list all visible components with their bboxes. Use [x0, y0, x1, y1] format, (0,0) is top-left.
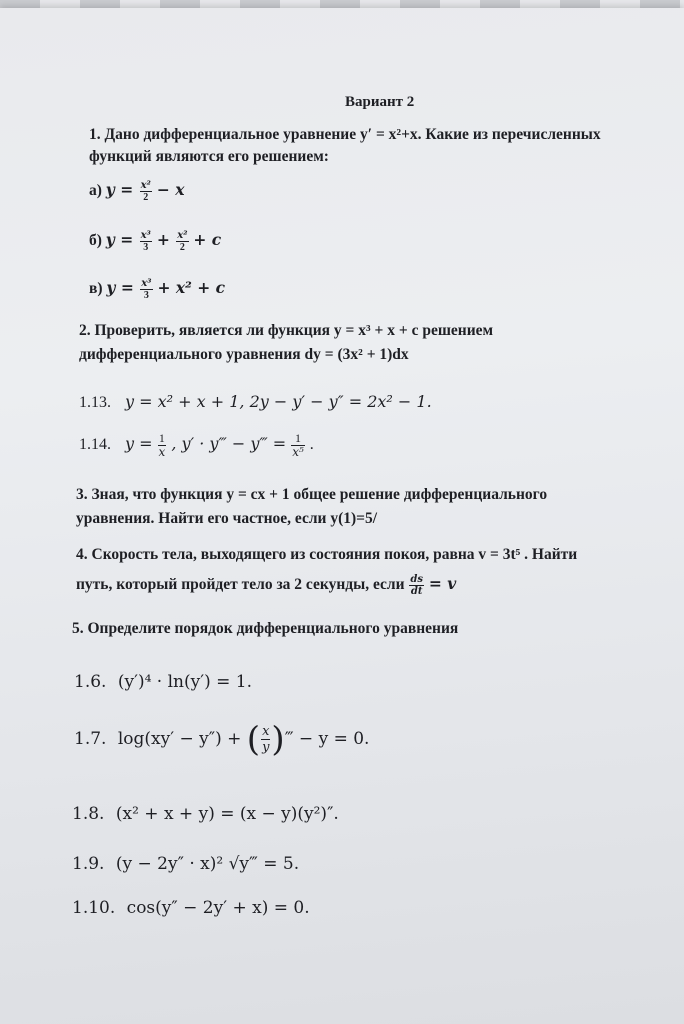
q5-line1: 5. Определите порядок дифференциального уравнения [72, 620, 459, 637]
equation-1-9 [72, 854, 299, 874]
exercise-1-14: 1.14. y = $\frac{1}{x}$ , y′ · y‴ − y‴ = $\frac{1}{\text{x⁵}}$ . [79, 431, 314, 459]
equation-formula: (y − 2y″ · x)² √y‴ = 5. [115, 854, 300, 874]
equation-number: 1.6. [74, 672, 107, 692]
exercise-1-13 [79, 392, 432, 412]
q1-line1: 1. Дано дифференциальное уравнение y′ = x²+x. Какие из перечисленных [89, 126, 601, 143]
q4-line2: путь, который пройдет тело за 2 секунды, если $\frac{ds}{dt}$ = v [76, 574, 457, 597]
equation-formula: (x² + x + y) = (x − y)(y²)″. [115, 804, 339, 824]
equation-1-6 [74, 672, 252, 692]
equation-1-7: 1.7. log(xy′ − y″) + ( $\frac{x}{y}$ )‴ − y = 0. [74, 719, 370, 760]
q1-option-a: а) y = $\frac{\text{x²}}{2}$ − x [89, 180, 185, 203]
equation-formula: (y′)⁴ · ln(y′) = 1. [117, 672, 252, 692]
paper-sheet [0, 8, 684, 1024]
q2-line2: дифференциального уравнения dy = (3x² + 1)dx [79, 346, 409, 363]
fraction: $\frac{1}{x}$ [158, 431, 166, 459]
q4-line1: 4. Скорость тела, выходящего из состояния покоя, равна v = 3t⁵ . Найти [76, 546, 578, 563]
equation-number: 1.7. [74, 729, 107, 749]
option-label: в) [89, 280, 103, 298]
equation-1-10 [72, 898, 310, 918]
q1-line2: функций являются его решением: [89, 148, 329, 165]
q1-option-b: б) y = $\frac{\text{x³}}{3}$ + $\frac{\text{x²}}{2}$ + c [89, 230, 222, 253]
q1-option-c: в) y = $\frac{\text{x³}}{3}$ + x² + c [89, 278, 226, 301]
fraction: $\frac{\text{x³}}{3}$ [140, 230, 151, 253]
fraction: $\frac{ds}{dt}$ [410, 574, 424, 597]
equation-formula: cos(y″ − 2y′ + x) = 0. [126, 898, 310, 918]
option-label: а) [89, 182, 102, 200]
fraction: $\frac{x}{y}$ [262, 724, 270, 755]
equation-number: 1.10. [72, 898, 116, 918]
q3-line1: 3. Зная, что функция y = cx + 1 общее решение дифференциального [76, 486, 548, 503]
variant-title: Вариант 2 [345, 94, 415, 110]
fraction: $\frac{1}{\text{x⁵}}$ [292, 431, 304, 459]
exercise-number: 1.13. [79, 394, 111, 411]
equation-formula: log(xy′ − y″) + [117, 729, 242, 749]
fraction: $\frac{\text{x³}}{3}$ [141, 278, 152, 301]
equation-number: 1.9. [72, 854, 105, 874]
exercise-formula: y = x² + x + 1, 2y − y′ − y″ = 2x² − 1. [125, 392, 432, 411]
option-label: б) [89, 232, 102, 250]
q3-line2: уравнения. Найти его частное, если y(1)=5/ [76, 510, 378, 527]
fraction: $\frac{\text{x²}}{2}$ [140, 180, 151, 203]
exercise-number: 1.14. [79, 436, 111, 454]
equation-1-8 [72, 804, 339, 824]
fraction: $\frac{\text{x²}}{2}$ [177, 230, 188, 253]
q2-line1: 2. Проверить, является ли функция y = x³ + x + c решением [79, 322, 494, 339]
equation-number: 1.8. [72, 804, 105, 824]
